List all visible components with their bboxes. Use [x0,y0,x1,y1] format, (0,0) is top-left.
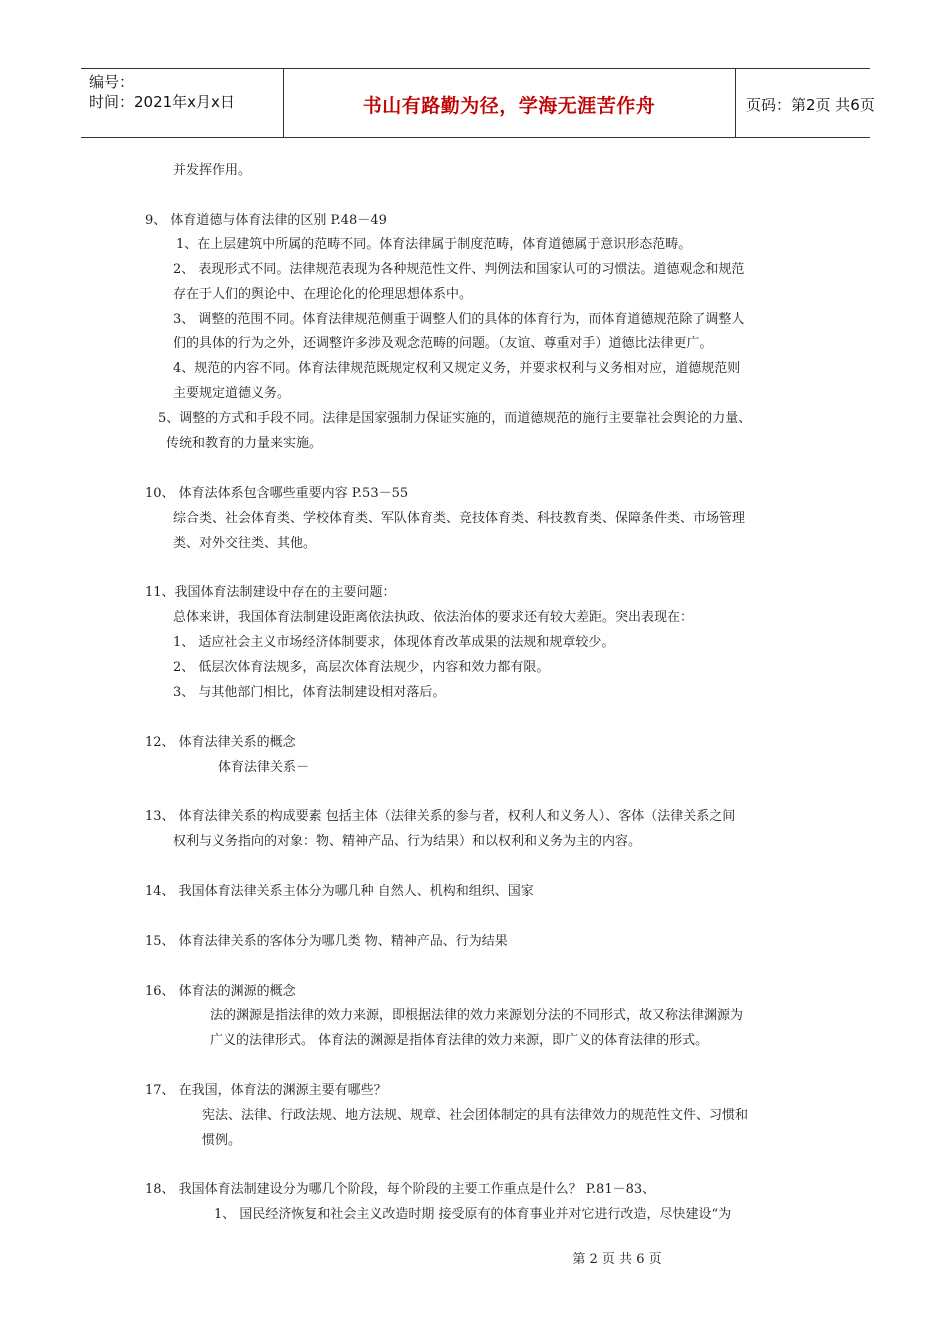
body-line: 5、调整的方式和手段不同。法律是国家强制力保证实施的，而道德规范的施行主要靠社会舆论的力量、 [158,411,752,426]
question-heading: 16、 体育法的渊源的概念 [145,984,296,999]
question-heading: 17、 在我国，体育法的渊源主要有哪些？ [145,1083,387,1098]
question-heading: 12、 体育法律关系的概念 [145,735,296,750]
body-line: 3、 与其他部门相比，体育法制建设相对落后。 [173,685,446,700]
header-motto-cell [283,69,736,137]
time-label: 时间：2021年x月x日 [89,93,235,111]
body-line: 2、 表现形式不同。法律规范表现为各种规范性文件、判例法和国家认可的习惯法。道德观念和规范 [173,262,745,277]
body-line: 体育法律关系－ [218,760,310,775]
footer-page-number: 第 2 页 共 6 页 [572,1252,662,1267]
body-line: 法的渊源是指法律的效力来源，即根据法律的效力来源划分法的不同形式，故又称法律渊源为 [210,1008,744,1023]
page-footer [0,1248,950,1267]
body-line: 们的具体的行为之外，还调整许多涉及观念范畴的问题。（友谊、尊重对手）道德比法律更广。 [173,336,713,351]
question-heading: 11、我国体育法制建设中存在的主要问题： [145,585,396,600]
serial-label: 编号： [89,73,135,91]
page-info: 页码：第2页 共6页 [746,96,875,114]
body-line: 存在于人们的舆论中、在理论化的伦理思想体系中。 [173,287,473,302]
body-line: 综合类、社会体育类、学校体育类、军队体育类、竞技体育类、科技教育类、保障条件类、市场管理 [173,511,746,526]
body-line: 广义的法律形式。 体育法的渊源是指体育法律的效力来源，即广义的体育法律的形式。 [210,1033,709,1048]
page-header [81,68,875,138]
body-line: 权利与义务指向的对象：物、精神产品、行为结果）和以权利和义务为主的内容。 [173,834,642,849]
body-line: 1、 国民经济恢复和社会主义改造时期 接受原有的体育事业并对它进行改造，尽快建设“为 [214,1207,732,1222]
question-heading: 10、 体育法体系包含哪些重要内容 P.53－55 [145,486,409,501]
header-page-cell [736,69,875,137]
body-line: 3、 调整的范围不同。体育法律规范侧重于调整人们的具体的体育行为，而体育道德规范除了调整人 [173,312,745,327]
motto: 书山有路勤为径，学海无涯苦作舟 [362,95,656,117]
body-line: 惯例。 [202,1133,242,1148]
question-heading: 15、 体育法律关系的客体分为哪几类 物、精神产品、行为结果 [145,934,508,949]
body-line: 1、在上层建筑中所属的范畴不同。体育法律属于制度范畴，体育道德属于意识形态范畴。 [176,237,692,252]
question-heading: 9、 体育道德与体育法律的区别 P.48－49 [145,213,387,228]
body-line: 总体来讲，我国体育法制建设距离依法执政、依法治体的要求还有较大差距。突出表现在： [173,610,694,625]
body-line: 2、 低层次体育法规多，高层次体育法规少，内容和效力都有限。 [173,660,550,675]
body-line: 并发挥作用。 [173,163,252,178]
body-line: 宪法、法律、行政法规、地方法规、规章、社会团体制定的具有法律效力的规范性文件、习惯和 [202,1108,749,1123]
body-line: 传统和教育的力量来实施。 [166,436,323,451]
body-line: 主要规定道德义务。 [173,386,291,401]
body-line: 1、 适应社会主义市场经济体制要求，体现体育改革成果的法规和规章较少。 [173,635,615,650]
question-heading: 18、 我国体育法制建设分为哪几个阶段，每个阶段的主要工作重点是什么？ P.81－83、 [145,1182,656,1197]
question-heading: 14、 我国体育法律关系主体分为哪几种 自然人、机构和组织、国家 [145,884,534,899]
question-heading: 13、 体育法律关系的构成要素 包括主体（法律关系的参与者，权利人和义务人）、客体（法律关系之间 [145,809,736,824]
header-info-cell [81,69,284,137]
body-line: 4、规范的内容不同。体育法律规范既规定权利又规定义务，并要求权利与义务相对应，道德规范则 [173,361,741,376]
body-line: 类、对外交往类、其他。 [173,536,317,551]
